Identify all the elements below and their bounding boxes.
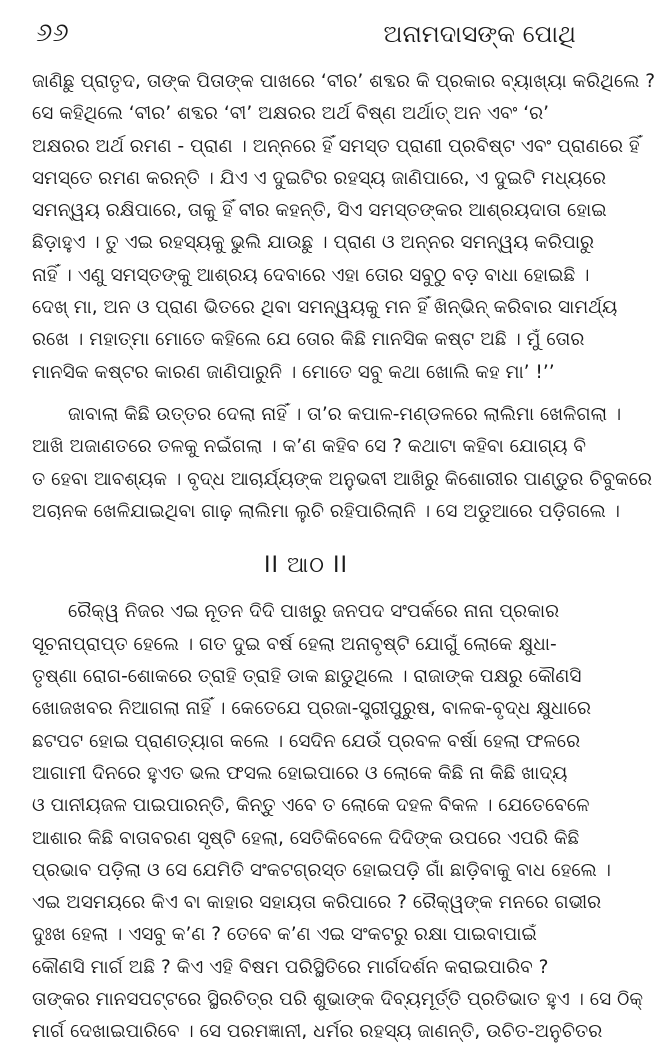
paragraph-1 [32,66,655,389]
text-line: ରୈକ୍ୱ ନିଜର ଏଇ ନୂତନ ଦିଦି ପାଖରୁ ଜନପଦ ସଂପର୍କରେ ନାନା ପ୍ରକାର [68,601,560,623]
text-line: ନାହିଁ । ଏଣୁ ସମସ୍ତଙ୍କୁ ଆଶ୍ରୟ ଦେବାରେ ଏହା ତୋର ସବୁଠୁ ବଡ଼ ବାଧା ହୋଇଛି । [32,264,590,286]
paragraph-3 [32,596,644,1048]
text-line: ଛଟପଟ ହୋଇ ପ୍ରାଣତ୍ୟାଗ କଲେ । ସେଦିନ ଯେଉଁ ପ୍ରବଳ ବର୍ଷା ହେଲା ଫଳରେ [32,730,581,752]
text-line: ସମସ୍ତେ ରମଣ କରନ୍ତି । ଯିଏ ଏ ଦୁଇଟିର ରହସ୍ୟ ଜାଣିପାରେ, ଏ ଦୁଇଟି ମଧ୍ୟରେ [32,167,607,189]
text-line: ତ ହେବା ଆବଶ୍ୟକ । ବୃଦ୍ଧ ଆଚାର୍ଯ୍ୟଙ୍କ ଅନୁଭବୀ ଆଖିରୁ କିଶୋରୀର ପାଣ୍ଡୁର ଚିବୁକରେ [32,468,652,490]
text-line: ଦେଖ୍ ମା, ଅନ ଓ ପ୍ରାଣ ଭିତରେ ଥିବା ସମନ୍ୱୟକୁ ମନ ହିଁ ଖିନ୍‌ଭିନ୍ କରିବାର ସାମର୍ଥ୍ୟ [32,297,618,319]
text-line: ଜାଣିଛୁ ପ୍ରାତୃଦ, ତାଙ୍କ ପିତାଙ୍କ ପାଖରେ ‘ବୀର’ ଶବ୍ଦର କି ପ୍ରକାର ବ୍ୟାଖ୍ୟା କରିଥିଲେ ? [32,71,655,92]
text-line: ଆଶାର କିଛି ବାତାବରଣ ସୃଷ୍ଟି ହେଲା, ସେତିକିବେଳେ ଦିଦିଙ୍କ ଉପରେ ଏପରି କିଛି [32,827,580,849]
text-line: ତୃଷ୍ଣା ରୋଗ-ଶୋକରେ ତ୍ରାହି ତ୍ରାହି ଡାକ ଛାଡୁଥିଲେ । ରାଜାଙ୍କ ପକ୍ଷରୁ କୌଣସି [32,666,582,688]
text-line: ସେ କହିଥିଲେ ‘ବୀର’ ଶବ୍ଦର ‘ବୀ’ ଅକ୍ଷରର ଅର୍ଥ ବିଷ୍ଣ ଅର୍ଥାତ୍ ଅନ ଏବଂ ‘ର’ [32,103,550,125]
text-line: ରଖେ । ମହାତ୍ମା ମୋତେ କହିଲେ ଯେ ତୋର କିଛି ମାନସିକ କଷ୍ଟ ଅଛି । ମୁଁ ତୋର [32,329,585,351]
text-line: ଆଖି ଅଜାଣତରେ ତଳକୁ ନଇଁଗଲା । କ’ଣ କହିବ ସେ ? କଥାଟା କହିବା ଯୋଗ୍ୟ ବି [32,436,587,458]
text-line: ମାନସିକ କଷ୍ଟର କାରଣ ଜାଣିପାରୁନି । ମୋତେ ସବୁ କଥା ଖୋଲି କହ ମା’ !’’ [32,361,555,383]
text-line: ଏଇ ଅସମୟରେ କିଏ ବା କାହାର ସହାୟତା କରିପାରେ ? ରୈକ୍ୱଙ୍କ ମନରେ ଗଭୀର [32,892,602,914]
page-number: ୬୬ [36,18,69,48]
text-line: ଦୁଃଖ ହେଲା । ଏସବୁ କ’ଣ ? ତେବେ କ’ଣ ଏଇ ସଂକଟରୁ ରକ୍ଷା ପାଇବାପାଇଁ [32,924,537,946]
text-line: ପ୍ରଭାବ ପଡ଼ିଲା ଓ ସେ ଯେମିତି ସଂକଟଗ୍ରସ୍ତ ହୋଇପଡ଼ି ଗାଁ ଛାଡ଼ିବାକୁ ବାଧ ହେଲେ । [32,859,611,881]
text-line: ତାଙ୍କର ମାନସପଟ୍ଟରେ ସ୍ଥିରଚିତ୍ର ପରି ଶୁଭାଙ୍କ ଦିବ୍ୟମୂର୍ତ୍ତି ପ୍ରତିଭାତ ହୁଏ । ସେ ଠିକ୍ [32,989,644,1011]
text-line: ସୂଚନାପ୍ରାପ୍ତ ହେଲେ । ଗତ ଦୁଇ ବର୍ଷ ହେଲା ଅନାବୃଷ୍ଟି ଯୋଗୁଁ ଲୋକେ କ୍ଷୁଧା- [32,633,557,655]
text-line: ସମନ୍ୱୟ ରକ୍ଷିପାରେ, ତାକୁ ହିଁ ବୀର କହନ୍ତି, ସିଏ ସମସ୍ତଙ୍କର ଆଶ୍ରୟଦାତା ହୋଇ [32,200,607,222]
text-line: ଓ ପାନୀୟଜଳ ପାଇପାରନ୍ତି, କିନ୍ତୁ ଏବେ ତ ଲୋକେ ଦହଳ ବିକଳ । ଯେତେବେଳେ [32,795,590,817]
running-title: ଅନାମଦାସଙ୍କ ପୋଥି [383,20,576,48]
text-line: ଆଗାମୀ ଦିନରେ ହୁଏତ ଭଲ ଫସଲ ହୋଇପାରେ ଓ ଲୋକେ କିଛି ନା କିଛି ଖାଦ୍ୟ [32,762,568,784]
chapter-heading: II ଆଠ II [264,553,348,579]
text-line: ମାର୍ଗ ଦେଖାଇପାରିବେ । ସେ ପରମଜ୍ଞାନୀ, ଧର୍ମର ରହସ୍ୟ ଜାଣନ୍ତି, ଉଚିତ-ଅନୁଚିତର [32,1021,603,1043]
page-header [36,18,576,58]
text-line: ଖୋଜଖବର ନିଆଗଲା ନାହିଁ । କେତେଯେ ପ୍ରଜା-ସ୍ତ୍ରୀପୁରୁଷ, ବାଳକ-ବୃଦ୍ଧ କ୍ଷୁଧାରେ [32,698,592,720]
text-line: କୌଣସି ମାର୍ଗ ଅଛି ? କିଏ ଏହି ବିଷମ ପରିସ୍ଥିତିରେ ମାର୍ଗଦର୍ଶନ କରାଇପାରିବ ? [32,956,549,978]
body-text [32,66,655,1049]
text-line: ଜାବାଲା କିଛି ଉତ୍ତର ଦେଲା ନାହିଁ । ତା’ର କପାଳ-ମଣ୍ଡଳରେ ଲାଲିମା ଖେଳିଗଲା । [68,403,622,425]
paragraph-2 [32,399,652,528]
text-line: ଛିଡ଼ାହୁଏ । ତୁ ଏଇ ରହସ୍ୟକୁ ଭୁଲି ଯାଉଛୁ । ପ୍ରାଣ ଓ ଅନ୍ନର ସମନ୍ୱୟ କରିପାରୁ [32,232,595,254]
text-line: ଅଚାନକ ଖେଳିଯାଇଥିବା ଗାଢ଼ ଲାଲିମା ଲୁଚି ରହିପାରିଲାନି । ସେ ଅଡୁଆରେ ପଡ଼ିଗଲେ । [32,500,620,522]
text-line: ଅକ୍ଷରର ଅର୍ଥ ରମଣ - ପ୍ରାଣ । ଅନ୍ନରେ ହିଁ ସମସ୍ତ ପ୍ରାଣୀ ପ୍ରବିଷ୍ଟ ଏବଂ ପ୍ରାଣରେ ହିଁ [32,135,640,157]
